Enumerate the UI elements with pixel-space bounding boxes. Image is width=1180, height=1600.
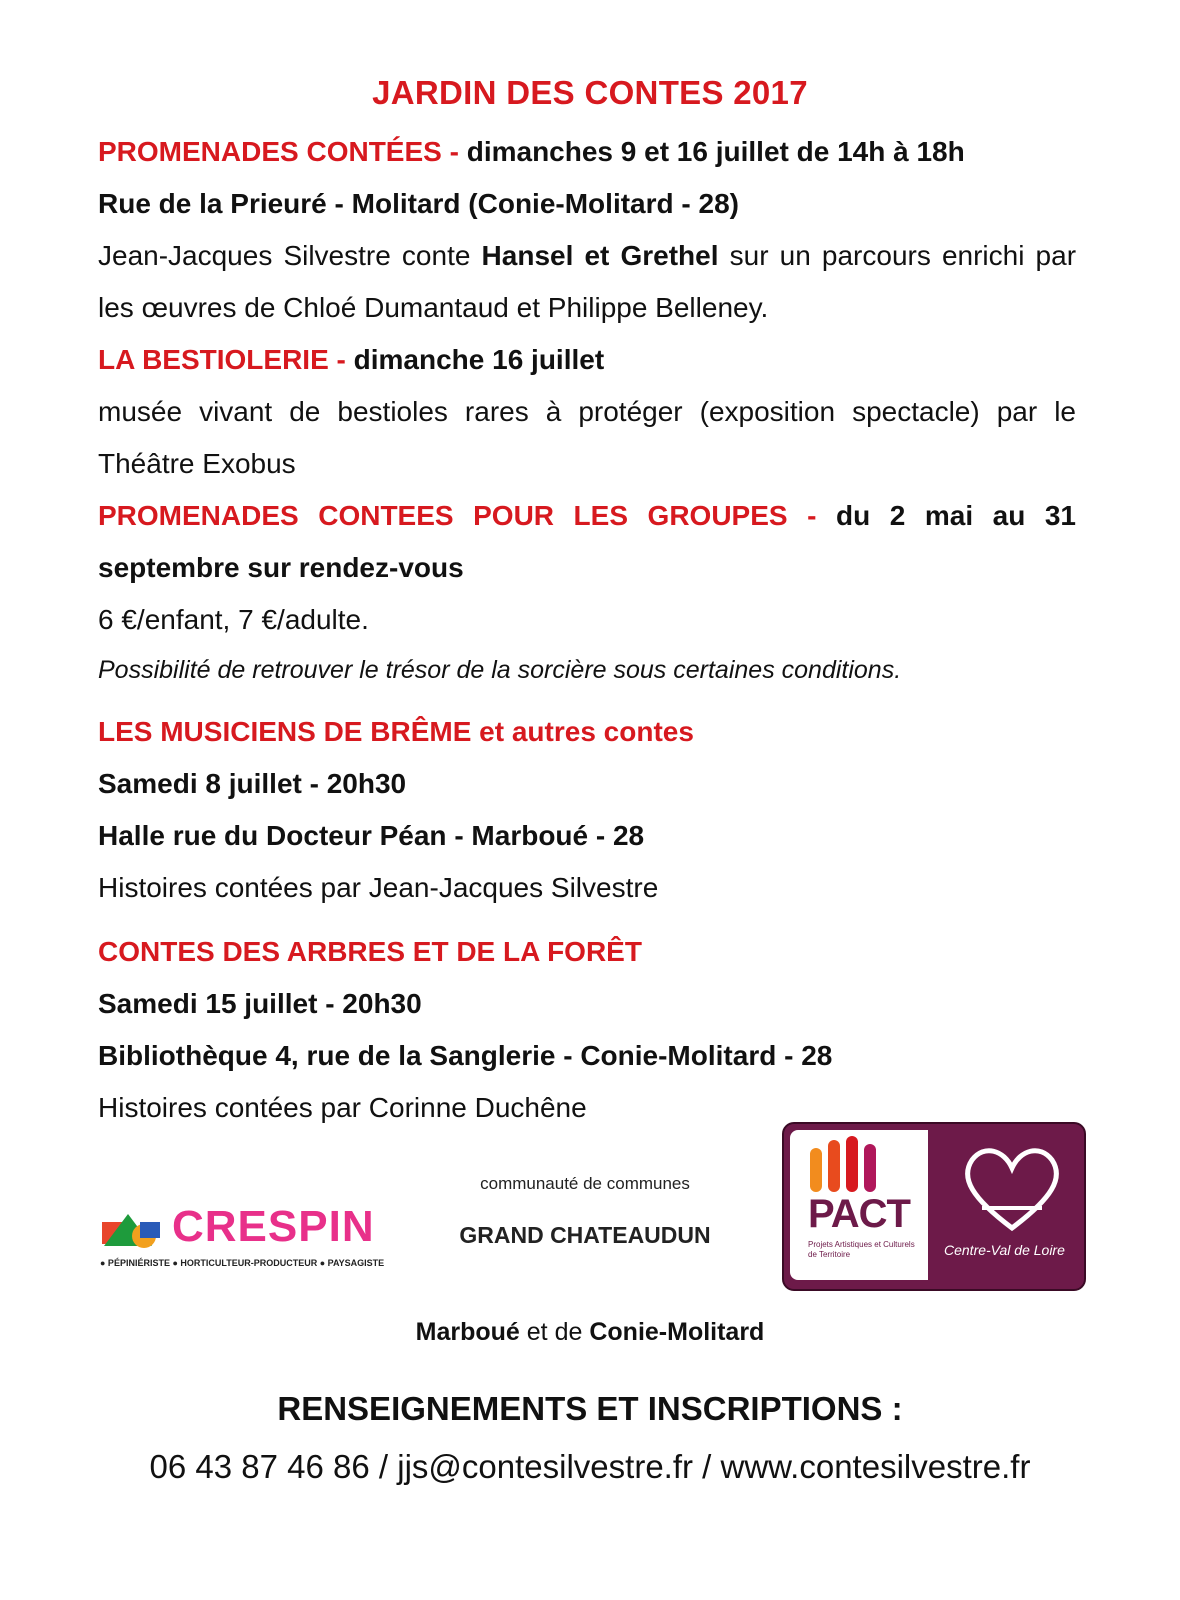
section-groupes bbox=[98, 490, 1076, 594]
section-place: Rue de la Prieuré - Molitard (Conie-Molitard - 28) bbox=[98, 188, 739, 219]
communaute-logo bbox=[420, 1174, 750, 1249]
sponsor-logos bbox=[0, 1130, 1180, 1330]
town-marboue: Marboué bbox=[415, 1318, 520, 1346]
section-promenades-contees bbox=[98, 126, 1076, 178]
section-heading: PROMENADES CONTEES POUR LES GROUPES - bbox=[98, 500, 817, 531]
section-date: dimanche 16 juillet bbox=[353, 344, 605, 375]
contact-line: 06 43 87 46 86 / jjs@contesilvestre.fr / www.contesilvestre.fr bbox=[149, 1448, 1031, 1485]
section-description bbox=[98, 230, 1076, 334]
section-heading: LA BESTIOLERIE - bbox=[98, 344, 346, 375]
crespin-logo bbox=[100, 1202, 400, 1278]
section-contes-arbres: CONTES DES ARBRES ET DE LA FORÊT bbox=[98, 936, 642, 967]
section-heading-rest: et autres contes bbox=[479, 716, 694, 747]
desc-text: sur un parcours enrichi par les œuvres de Chloé Dumantaud et Philippe Belleney. bbox=[98, 240, 1077, 323]
program-content bbox=[98, 126, 1076, 1134]
section-musiciens bbox=[98, 706, 1076, 758]
pact-stripes-icon bbox=[804, 1134, 904, 1194]
section-date: dimanches 9 et 16 juillet de 14h à 18h bbox=[466, 136, 965, 167]
towns-line bbox=[0, 1318, 1180, 1347]
section-price: 6 €/enfant, 7 €/adulte. bbox=[98, 604, 369, 635]
connector-text: et de bbox=[526, 1318, 583, 1346]
section-place: Bibliothèque 4, rue de la Sanglerie - Conie-Molitard - 28 bbox=[98, 1040, 833, 1071]
section-date: Samedi 15 juillet - 20h30 bbox=[98, 988, 422, 1019]
page-title: JARDIN DES CONTES 2017 bbox=[372, 74, 808, 111]
pact-region: Centre-Val de Loire bbox=[944, 1242, 1065, 1258]
section-note: Possibilité de retrouver le trésor de la sorcière sous certaines conditions. bbox=[98, 656, 902, 684]
communaute-label: communauté de communes bbox=[480, 1174, 690, 1193]
pact-subtitle: Projets Artistiques et Culturels de Territoire bbox=[808, 1240, 915, 1259]
section-description: Histoires contées par Corinne Duchêne bbox=[98, 1092, 587, 1123]
region-heart-icon bbox=[952, 1138, 1072, 1238]
section-bestiolerie bbox=[98, 334, 1076, 386]
crespin-emblem-icon bbox=[100, 1212, 164, 1258]
crespin-name: CRESPIN bbox=[172, 1202, 375, 1251]
pact-logo bbox=[782, 1122, 1086, 1291]
crespin-tagline: ● PÉPINIÉRISTE ● HORTICULTEUR-PRODUCTEUR ● PAYSAGISTE bbox=[100, 1258, 385, 1268]
section-place: Halle rue du Docteur Péan - Marboué - 28 bbox=[98, 820, 645, 851]
communaute-name: GRAND CHATEAUDUN bbox=[459, 1222, 711, 1248]
section-heading: PROMENADES CONTÉES - bbox=[98, 136, 459, 167]
pact-name: PACT bbox=[808, 1192, 910, 1236]
story-title: Hansel et Grethel bbox=[481, 240, 719, 271]
info-heading: RENSEIGNEMENTS ET INSCRIPTIONS : bbox=[277, 1390, 903, 1427]
section-heading: LES MUSICIENS DE BRÊME bbox=[98, 716, 472, 747]
section-description: musée vivant de bestioles rares à protéger (exposition spectacle) par le Théâtre Exobus bbox=[98, 396, 1076, 479]
section-date: du 2 mai au 31 septembre sur rendez-vous bbox=[98, 500, 1077, 583]
section-date: Samedi 8 juillet - 20h30 bbox=[98, 768, 407, 799]
town-conie-molitard: Conie-Molitard bbox=[589, 1318, 765, 1346]
section-description: Histoires contées par Jean-Jacques Silvestre bbox=[98, 872, 659, 903]
desc-text: Jean-Jacques Silvestre conte bbox=[98, 240, 471, 271]
